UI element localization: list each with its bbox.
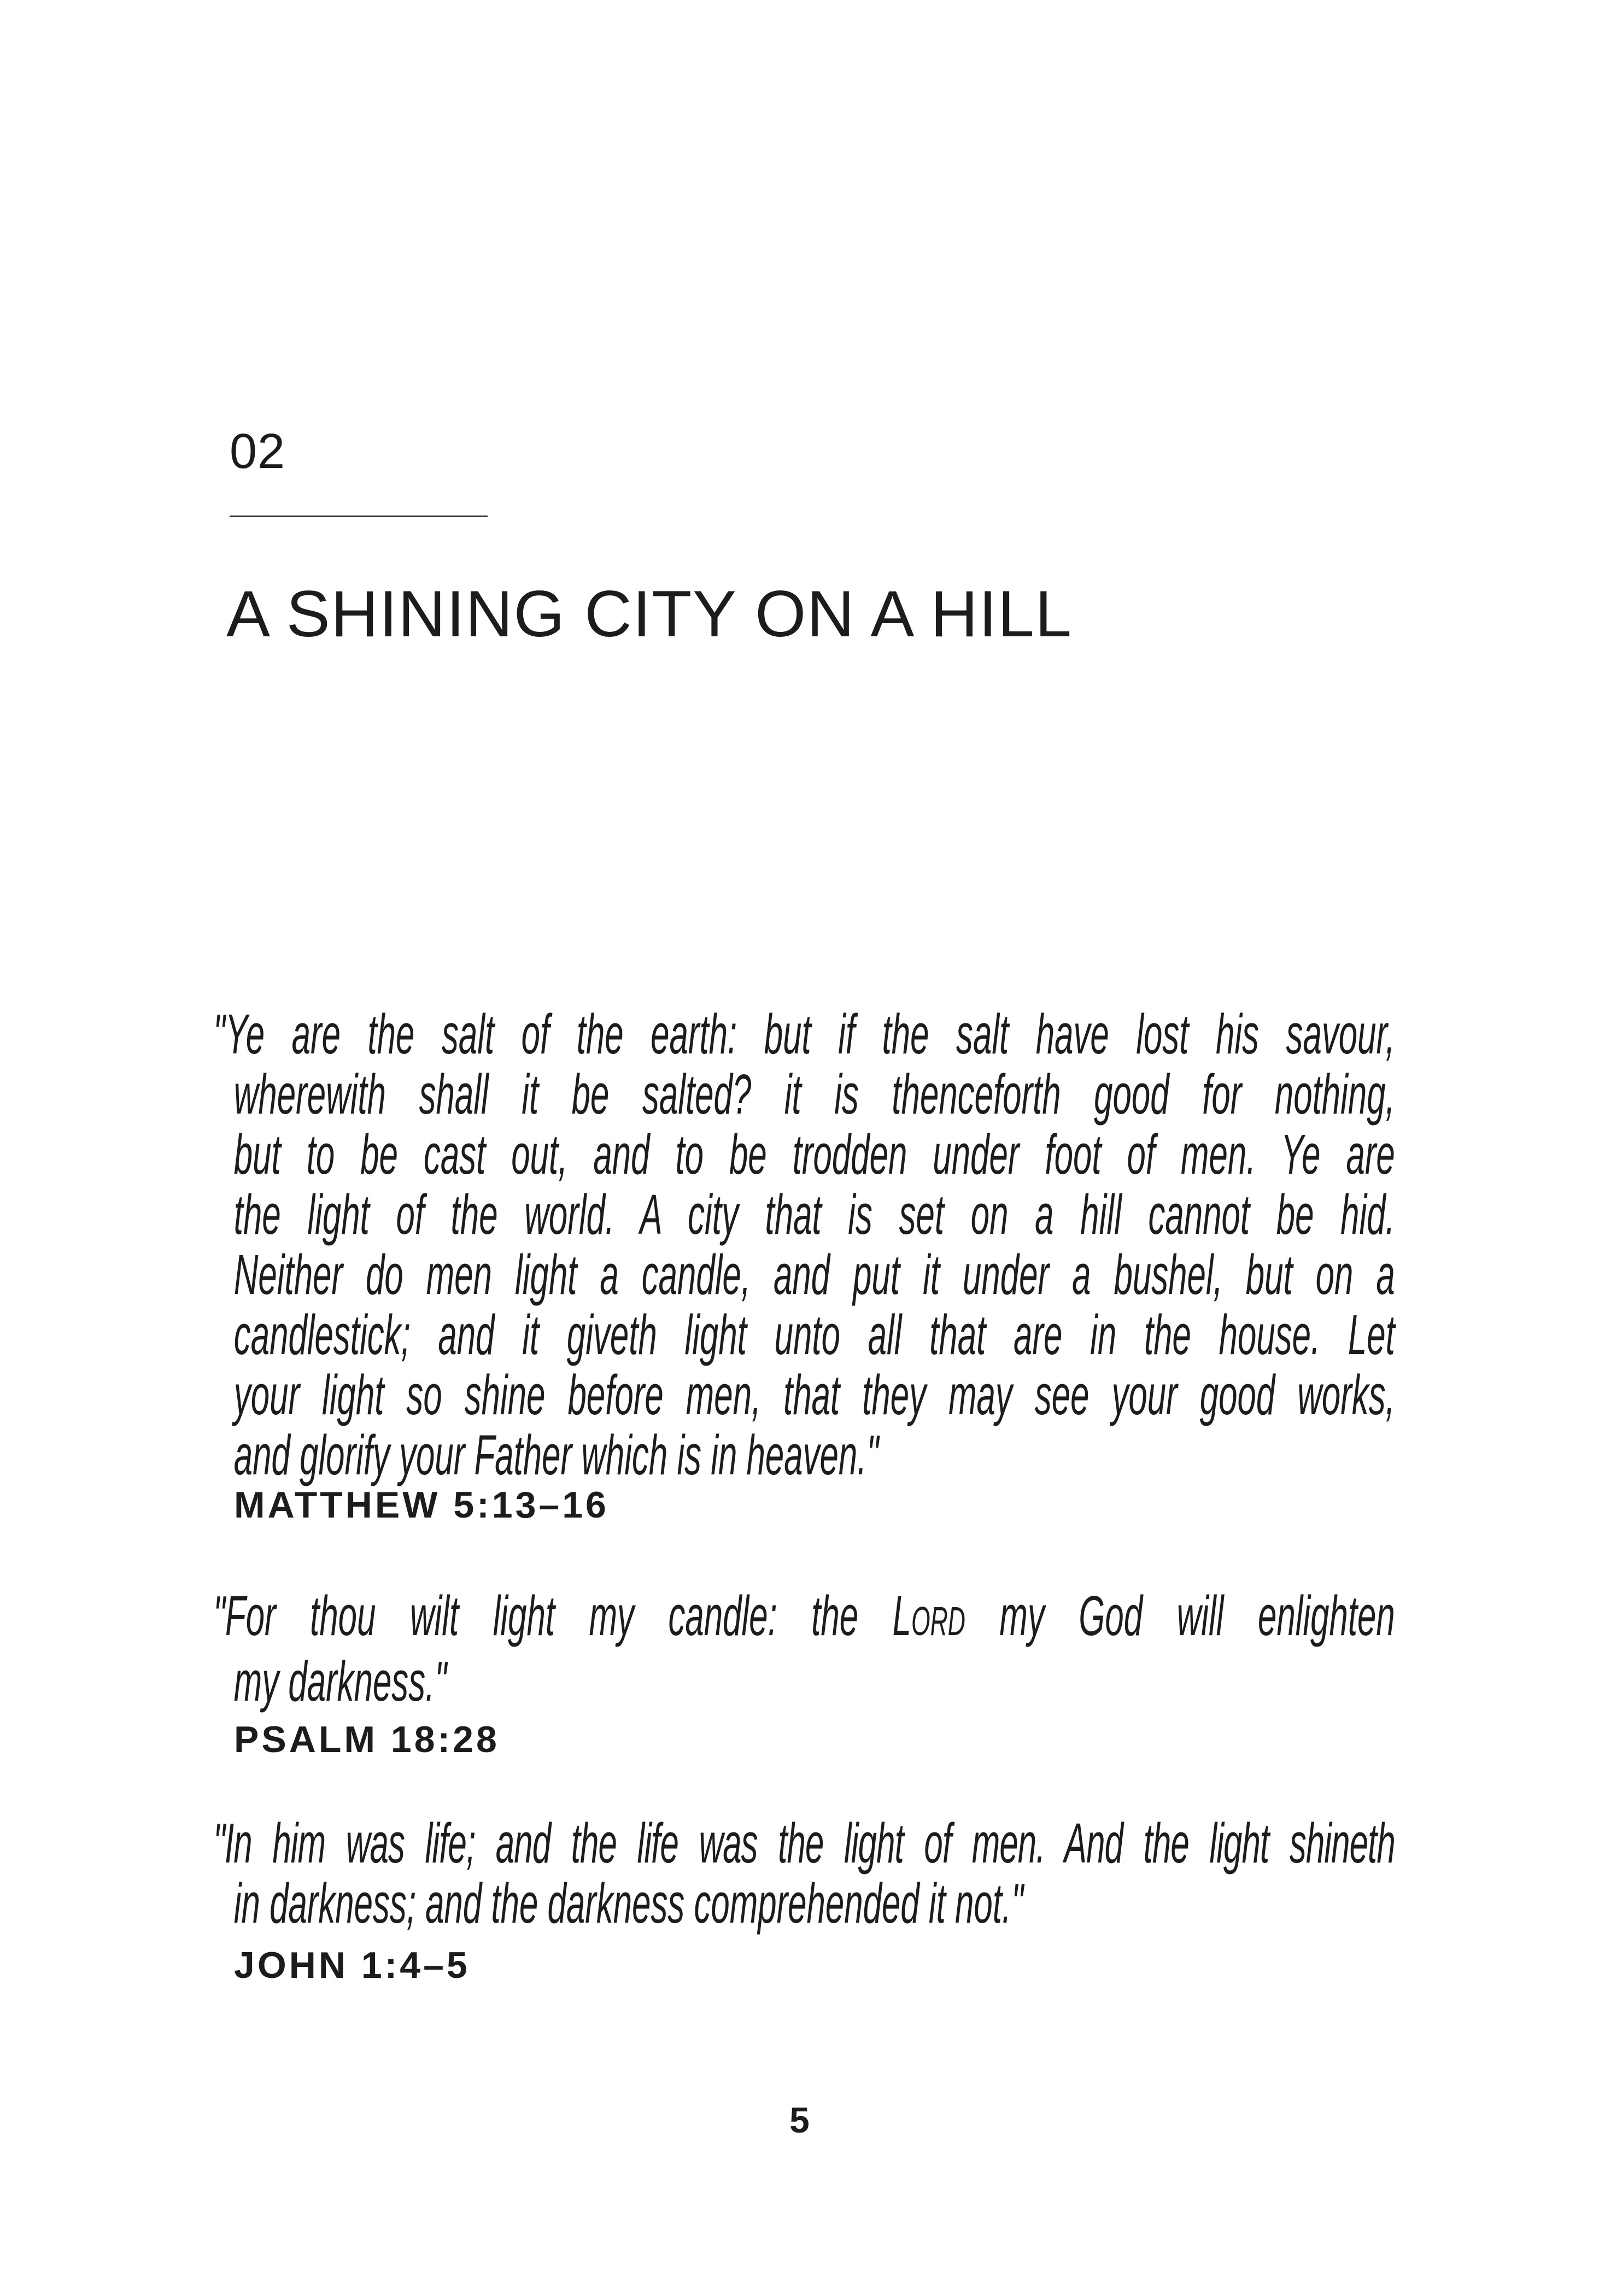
- quote-line: "In him was life; and the life was the light of men. And the light shineth: [213, 1812, 1395, 1875]
- quote-segment: my God will enlighten: [965, 1584, 1395, 1647]
- quote-line: [213, 1586, 1395, 1651]
- scripture-quote-psalm: [213, 1586, 1395, 1712]
- quote-line: and glorify your Father which is in heaven.": [233, 1424, 879, 1486]
- quote-segment: "For thou wilt light my candle: the L: [213, 1584, 912, 1647]
- quote-line: candlestick; and it giveth light unto all that are in the house. Let: [233, 1303, 1395, 1366]
- quote-line: my darkness.": [233, 1650, 447, 1713]
- scripture-reference-john: JOHN 1:4–5: [234, 1944, 470, 1986]
- chapter-number: 02: [230, 424, 286, 479]
- scripture-quote-john: [213, 1813, 1395, 1934]
- lord-smallcaps: ORD: [911, 1598, 965, 1644]
- quote-line: wherewith shall it be salted? it is thenceforth good for nothing,: [233, 1063, 1395, 1126]
- quote-line: Neither do men light a candle, and put it under a bushel, but on a: [233, 1243, 1395, 1306]
- chapter-title: A SHINING CITY ON A HILL: [226, 577, 1073, 651]
- page-number: 5: [789, 2100, 810, 2140]
- scripture-reference-psalm: PSALM 18:28: [234, 1719, 500, 1760]
- chapter-rule-divider: [230, 516, 488, 517]
- quote-line: in darkness; and the darkness comprehended it not.": [233, 1872, 1024, 1935]
- quote-line: but to be cast out, and to be trodden under foot of men. Ye are: [233, 1123, 1395, 1186]
- quote-line: "Ye are the salt of the earth: but if the salt have lost his savour,: [213, 1003, 1395, 1065]
- scripture-quote-matthew: [213, 1004, 1395, 1485]
- scripture-reference-matthew: MATTHEW 5:13–16: [234, 1484, 609, 1526]
- quote-line: the light of the world. A city that is set on a hill cannot be hid.: [233, 1183, 1395, 1246]
- quote-line: your light so shine before men, that they may see your good works,: [233, 1363, 1395, 1426]
